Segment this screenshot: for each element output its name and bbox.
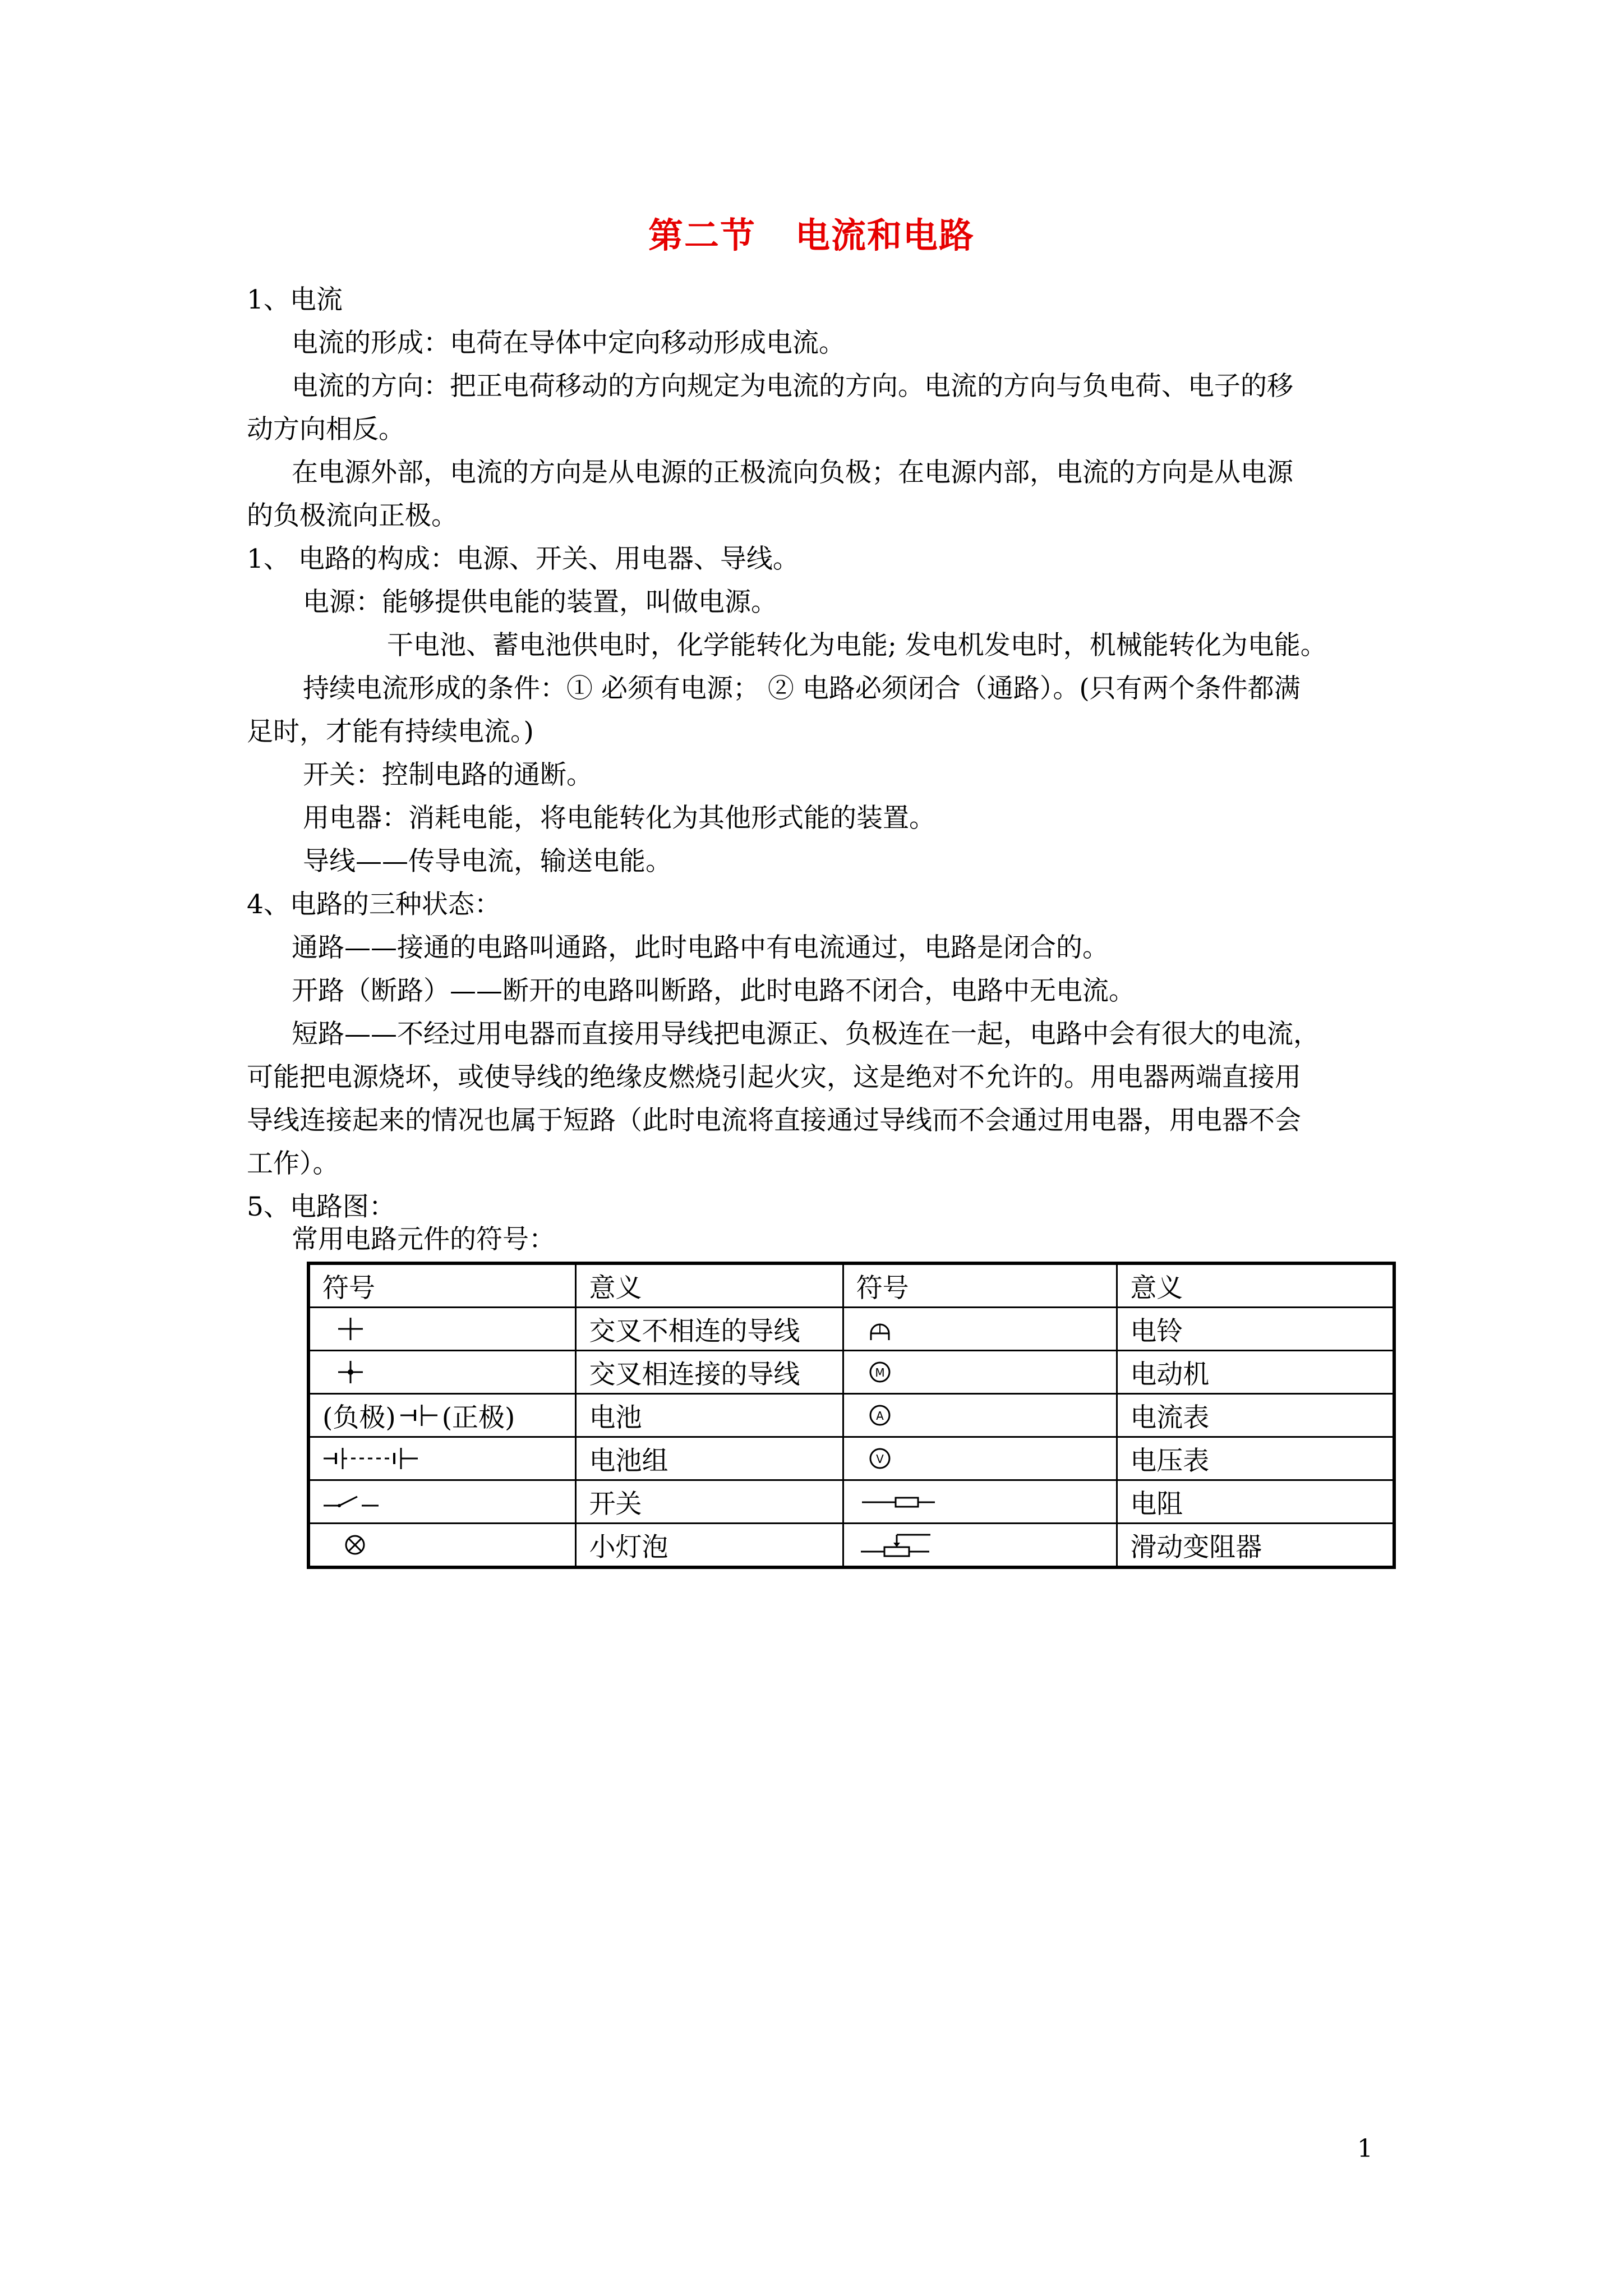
svg-text:M: M <box>875 1366 885 1379</box>
table-row <box>308 1308 1394 1351</box>
ammeter-icon <box>843 1394 1117 1437</box>
paragraph-short-line4: 工作）。 <box>247 1148 339 1179</box>
table-row <box>308 1524 1394 1568</box>
table-cell: 电铃 <box>1117 1308 1394 1351</box>
page-title <box>0 208 1623 257</box>
battery-icon <box>399 1401 439 1429</box>
table-cell: 电流表 <box>1117 1394 1394 1437</box>
connected-wires-icon <box>308 1351 576 1394</box>
header-cell: 符号 <box>308 1263 576 1308</box>
rheostat-icon <box>843 1524 1117 1568</box>
paragraph-wire: 导线——传导电流，输送电能。 <box>303 846 672 877</box>
bell-icon <box>843 1308 1117 1351</box>
table-row <box>308 1480 1394 1524</box>
paragraph-appliance: 用电器：消耗电能，将电能转化为其他形式能的装置。 <box>303 803 935 834</box>
battery-symbol-cell <box>308 1394 576 1437</box>
section-5-heading: 5、电路图： <box>247 1191 395 1222</box>
paragraph-short-line2: 可能把电源烧坏，或使导线的绝缘皮燃烧引起火灾，这是绝对不允许的。用电器两端直接用 <box>247 1062 1301 1093</box>
voltmeter-icon <box>843 1437 1117 1480</box>
paragraph-battery: 干电池、蓄电池供电时，化学能转化为电能; 发电机发电时，机械能转化为电能。 <box>387 630 1327 661</box>
header-cell: 意义 <box>576 1263 843 1308</box>
table-header-row <box>308 1263 1394 1308</box>
paragraph-switch: 开关：控制电路的通断。 <box>303 760 593 790</box>
section-4-heading: 4、电路的三种状态： <box>247 889 501 920</box>
table-cell: 小灯泡 <box>576 1524 843 1568</box>
paragraph-formation: 电流的形成：电荷在导体中定向移动形成电流。 <box>292 328 845 358</box>
paragraph-outside-line2: 的负极流向正极。 <box>247 500 458 531</box>
paragraph-symbols-intro: 常用电路元件的符号： <box>292 1224 555 1255</box>
positive-pole-label: (正极) <box>441 1402 515 1433</box>
paragraph-direction-line1: 电流的方向：把正电荷移动的方向规定为电流的方向。电流的方向与负电荷、电子的移 <box>292 371 1293 402</box>
table-cell: 电池组 <box>576 1437 843 1480</box>
motor-icon <box>843 1351 1117 1394</box>
table-row <box>308 1437 1394 1480</box>
svg-text:V: V <box>875 1452 884 1466</box>
table-row <box>308 1351 1394 1394</box>
table-cell: 电动机 <box>1117 1351 1394 1394</box>
paragraph-conditions-line2: 足时，才能有持续电流。) <box>247 716 534 747</box>
negative-pole-label: (负极) <box>322 1402 396 1433</box>
battery-pack-icon <box>308 1437 576 1480</box>
page-number: 1 <box>1357 2134 1373 2163</box>
resistor-icon <box>843 1480 1117 1524</box>
switch-icon <box>308 1480 576 1524</box>
table-cell: 电池 <box>576 1394 843 1437</box>
paragraph-short-line3: 导线连接起来的情况也属于短路（此时电流将直接通过导线而不会通过用电器，用电器不会 <box>247 1105 1301 1136</box>
title-topic: 电流和电路 <box>795 215 975 256</box>
paragraph-closed-circuit: 通路——接通的电路叫通路，此时电路中有电流通过，电路是闭合的。 <box>292 932 1109 963</box>
paragraph-conditions-line1: 持续电流形成的条件：① 必须有电源； ② 电路必须闭合（通路）。(只有两个条件都满 <box>303 673 1301 704</box>
table-cell: 交叉不相连的导线 <box>576 1308 843 1351</box>
crossing-wires-icon <box>308 1308 576 1351</box>
table-cell: 开关 <box>576 1480 843 1524</box>
table-row <box>308 1394 1394 1437</box>
paragraph-open-circuit: 开路（断路）——断开的电路叫断路，此时电路不闭合，电路中无电流。 <box>292 976 1135 1006</box>
svg-text:A: A <box>875 1409 884 1423</box>
paragraph-direction-line2: 动方向相反。 <box>247 414 405 445</box>
paragraph-short-line1: 短路——不经过用电器而直接用导线把电源正、负极连在一起，电路中会有很大的电流， <box>292 1019 1320 1050</box>
table-cell: 交叉相连接的导线 <box>576 1351 843 1394</box>
section-2-heading: 1、 电路的构成：电源、开关、用电器、导线。 <box>247 544 799 574</box>
table-cell: 滑动变阻器 <box>1117 1524 1394 1568</box>
table-cell: 电压表 <box>1117 1437 1394 1480</box>
paragraph-outside-line1: 在电源外部，电流的方向是从电源的正极流向负极；在电源内部，电流的方向是从电源 <box>292 457 1293 488</box>
table-cell: 电阻 <box>1117 1480 1394 1524</box>
circuit-symbols-table <box>307 1262 1396 1569</box>
section-1-heading: 1、电流 <box>247 284 343 315</box>
header-cell: 意义 <box>1117 1263 1394 1308</box>
lamp-icon <box>308 1524 576 1568</box>
header-cell: 符号 <box>843 1263 1117 1308</box>
paragraph-source: 电源：能够提供电能的装置，叫做电源。 <box>303 587 777 618</box>
title-section: 第二节 <box>648 215 756 256</box>
